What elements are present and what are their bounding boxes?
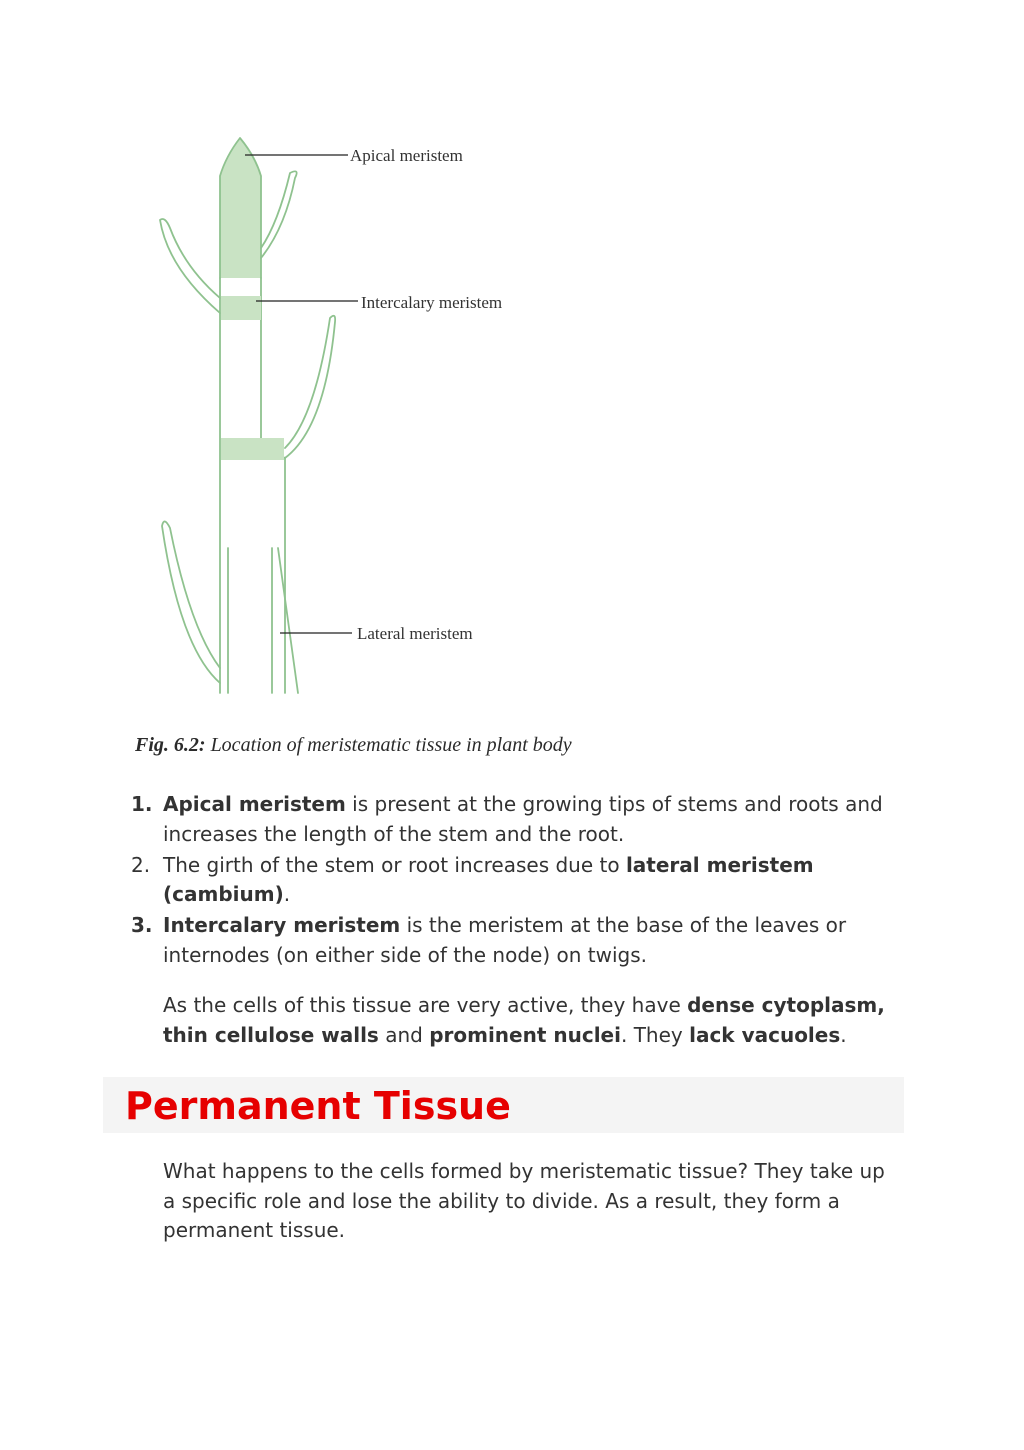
- list-bold-text: lateral meristem (cambium): [163, 852, 814, 906]
- list-bold-text: Intercalary meristem: [163, 913, 401, 937]
- list-item: [131, 851, 891, 910]
- leaf-upper-right: [261, 171, 297, 258]
- list-text: is present at the growing tips of stems and roots and increases the length of the stem and the root.: [163, 792, 883, 846]
- lateral-line-3: [278, 548, 298, 693]
- paragraph-text: As the cells of this tissue are very active, they have: [163, 993, 688, 1017]
- list-text: The girth of the stem or root increases due to: [163, 852, 626, 877]
- paragraph-text: and: [378, 1022, 430, 1047]
- apical-band: [221, 178, 260, 198]
- section-heading-box: [103, 1077, 904, 1133]
- figure-caption: [135, 734, 572, 757]
- list-number: 3.: [131, 913, 153, 937]
- leaf-middle-right: [285, 316, 335, 458]
- leaf-lower-left: [162, 521, 220, 683]
- meristem-list: [131, 790, 891, 972]
- lateral-label: Lateral meristem: [357, 624, 473, 643]
- band-lower: [221, 438, 284, 460]
- caption-number: Fig. 6.2:: [135, 734, 206, 756]
- intercalary-band: [221, 296, 261, 320]
- section-heading: Permanent Tissue: [125, 1084, 511, 1128]
- list-number: 2.: [131, 852, 151, 877]
- main-stem-right: [261, 278, 285, 693]
- paragraph-bold-text: prominent nuclei: [429, 1022, 621, 1047]
- apical-label: Apical meristem: [350, 146, 463, 165]
- intercalary-label: Intercalary meristem: [361, 293, 503, 312]
- meristem-figure: [130, 128, 570, 703]
- cell-properties-paragraph: [163, 991, 903, 1050]
- paragraph-text: .: [840, 1022, 847, 1047]
- list-text: is the meristem at the base of the leaves or internodes (on either side of the node) on twigs.: [163, 913, 847, 967]
- list-item: [131, 911, 891, 970]
- apical-tip: [220, 138, 261, 278]
- caption-text: Location of meristematic tissue in plant body: [210, 734, 572, 756]
- leaf-upper-left: [160, 219, 220, 313]
- permanent-tissue-paragraph: What happens to the cells formed by meristematic tissue? They take up a specific role and lose the ability to divide. As a result, they form a permanent tissue.: [163, 1159, 885, 1242]
- list-text: .: [283, 882, 291, 906]
- list-number: 1.: [131, 792, 153, 816]
- list-item: [131, 790, 891, 849]
- paragraph-bold-text: lack vacuoles: [689, 1022, 841, 1047]
- paragraph-text: . They: [620, 1022, 690, 1047]
- paragraph-bold-text: dense cytoplasm, thin cellulose walls: [163, 993, 885, 1047]
- plant-diagram: [130, 128, 570, 703]
- list-bold-text: Apical meristem: [163, 792, 346, 816]
- band-upper: [221, 216, 260, 234]
